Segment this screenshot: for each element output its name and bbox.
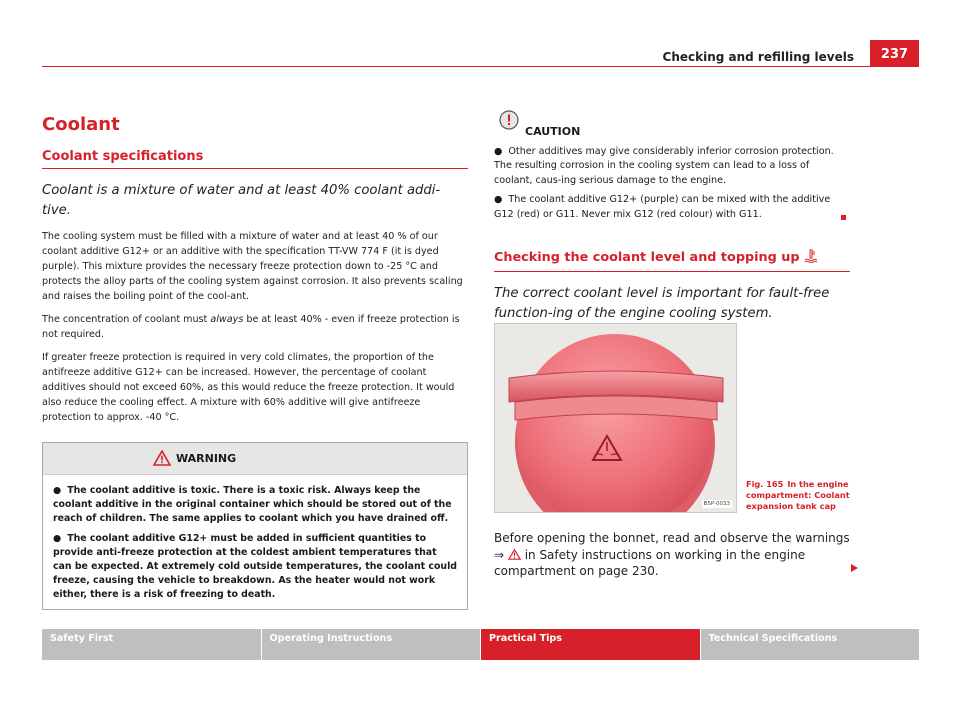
- body-paragraph-3: If greater freeze protection is required in very cold climates, the proportion of the antifreeze additive G12+ can be increased. However, the percentage of coolant additives should not exceed 60%, as this would reduce the freeze protection. It would also reduce the cooling effect. A mixture with 60% additive will give antifreeze protection to approx. -40 °C.: [42, 352, 455, 423]
- coolant-temperature-icon: [804, 249, 818, 263]
- p2-emphasis: always: [210, 314, 244, 325]
- subsection-title-specifications: Coolant specifications: [42, 149, 468, 169]
- figure-number: Fig. 165: [746, 479, 784, 489]
- warning-item-2-text: The coolant additive G12+ must be added in sufficient quantities to provide anti-freeze protection at the coldest ambient temperatures that can be expected. At extremely cold outside temperatures, the coolant could freeze, causing the vehicle to breakdown. As the heater would not work either, there is a risk of freezing to death.: [53, 532, 457, 601]
- tab-practical-tips[interactable]: Practical Tips: [481, 629, 701, 660]
- bullet: ●: [494, 194, 503, 206]
- page-number-box: 237: [870, 40, 919, 66]
- tab-technical-specifications[interactable]: Technical Specifications: [701, 629, 920, 660]
- bullet: ●: [494, 146, 503, 157]
- figure-caption-text: In the engine compartment: Coolant expansion tank cap: [746, 479, 850, 511]
- lead-text: Coolant is a mixture of water and at least 40% coolant addi-tive.: [42, 183, 441, 218]
- right-column: [494, 110, 850, 324]
- figure-caption: [746, 479, 856, 512]
- caution-label: CAUTION: [525, 125, 581, 138]
- figure-code: B5P-0033: [703, 501, 730, 507]
- section-title-checking-coolant: [494, 249, 850, 272]
- warning-body: [43, 475, 467, 609]
- caution-circle-icon: [499, 110, 519, 130]
- section-title-coolant: Coolant: [42, 114, 120, 135]
- body-paragraph-2: [42, 312, 468, 342]
- caution-item-1: [494, 145, 850, 188]
- section-title-text: Checking the coolant level and topping up: [494, 250, 800, 266]
- tab-safety-first[interactable]: Safety First: [42, 629, 262, 660]
- bullet: ●: [53, 532, 62, 544]
- warning-reference-icon: [508, 549, 521, 560]
- header-rule: [42, 66, 919, 67]
- coolant-expansion-tank-cap-image: [495, 324, 737, 513]
- end-of-section-marker: [841, 215, 846, 220]
- warning-triangle-icon: [153, 450, 171, 466]
- checking-lead-text: The correct coolant level is important for fault-free function-ing of the engine cooling system.: [494, 286, 830, 322]
- warning-item-1-text: The coolant additive is toxic. There is a toxic risk. Always keep the coolant additive in the original container which should be stored out of the reach of children. The same applies to coolant which you have drained off.: [53, 485, 452, 525]
- warning-box: [42, 442, 468, 610]
- bullet: ●: [53, 485, 62, 496]
- p2-text-after: be at least 40% - even if freeze protection is not required.: [42, 314, 460, 340]
- after-figure-text-after: in Safety instructions on working in the engine compartment on page 230.: [494, 547, 806, 578]
- caution-header: [494, 110, 850, 140]
- caution-item-2-text: The coolant additive G12+ (purple) can be mixed with the additive G12 (red) or G11. Never mix G12 (red colour) with G11.: [494, 194, 831, 220]
- p2-text-before: The concentration of coolant must: [42, 314, 211, 325]
- body-paragraph-1: The cooling system must be filled with a mixture of water and at least 40 % of our coolant additive G12+ or an additive with the specification TT-VW 774 F (it is dyed purple). This mixture provides the necessary freeze protection down to -25 °C and protects the alloy parts of the cooling system against corrosion. It also prevents scaling and raises the boiling point of the cool-ant.: [42, 231, 463, 302]
- running-head-title: Checking and refilling levels: [662, 50, 854, 64]
- after-figure-text-before: Before opening the bonnet, read and observe the warnings ⇒: [494, 531, 850, 562]
- warning-label: WARNING: [176, 452, 237, 465]
- after-figure-paragraph: [494, 530, 850, 580]
- left-column: [42, 110, 468, 610]
- warning-item-1: [53, 484, 457, 527]
- warning-header: [43, 443, 467, 475]
- footer-tabs: [42, 629, 919, 660]
- continue-arrow-icon: [851, 564, 858, 572]
- caution-item-1-text: Other additives may give considerably inferior corrosion protection. The resulting corrosion in the cooling system can lead to a loss of coolant, caus-ing serious damage to the engine.: [494, 146, 834, 186]
- running-head: [0, 40, 960, 70]
- caution-item-2: [494, 193, 850, 222]
- tab-operating-instructions[interactable]: Operating Instructions: [262, 629, 482, 660]
- warning-item-2: [53, 532, 457, 603]
- figure-coolant-cap: [494, 323, 737, 513]
